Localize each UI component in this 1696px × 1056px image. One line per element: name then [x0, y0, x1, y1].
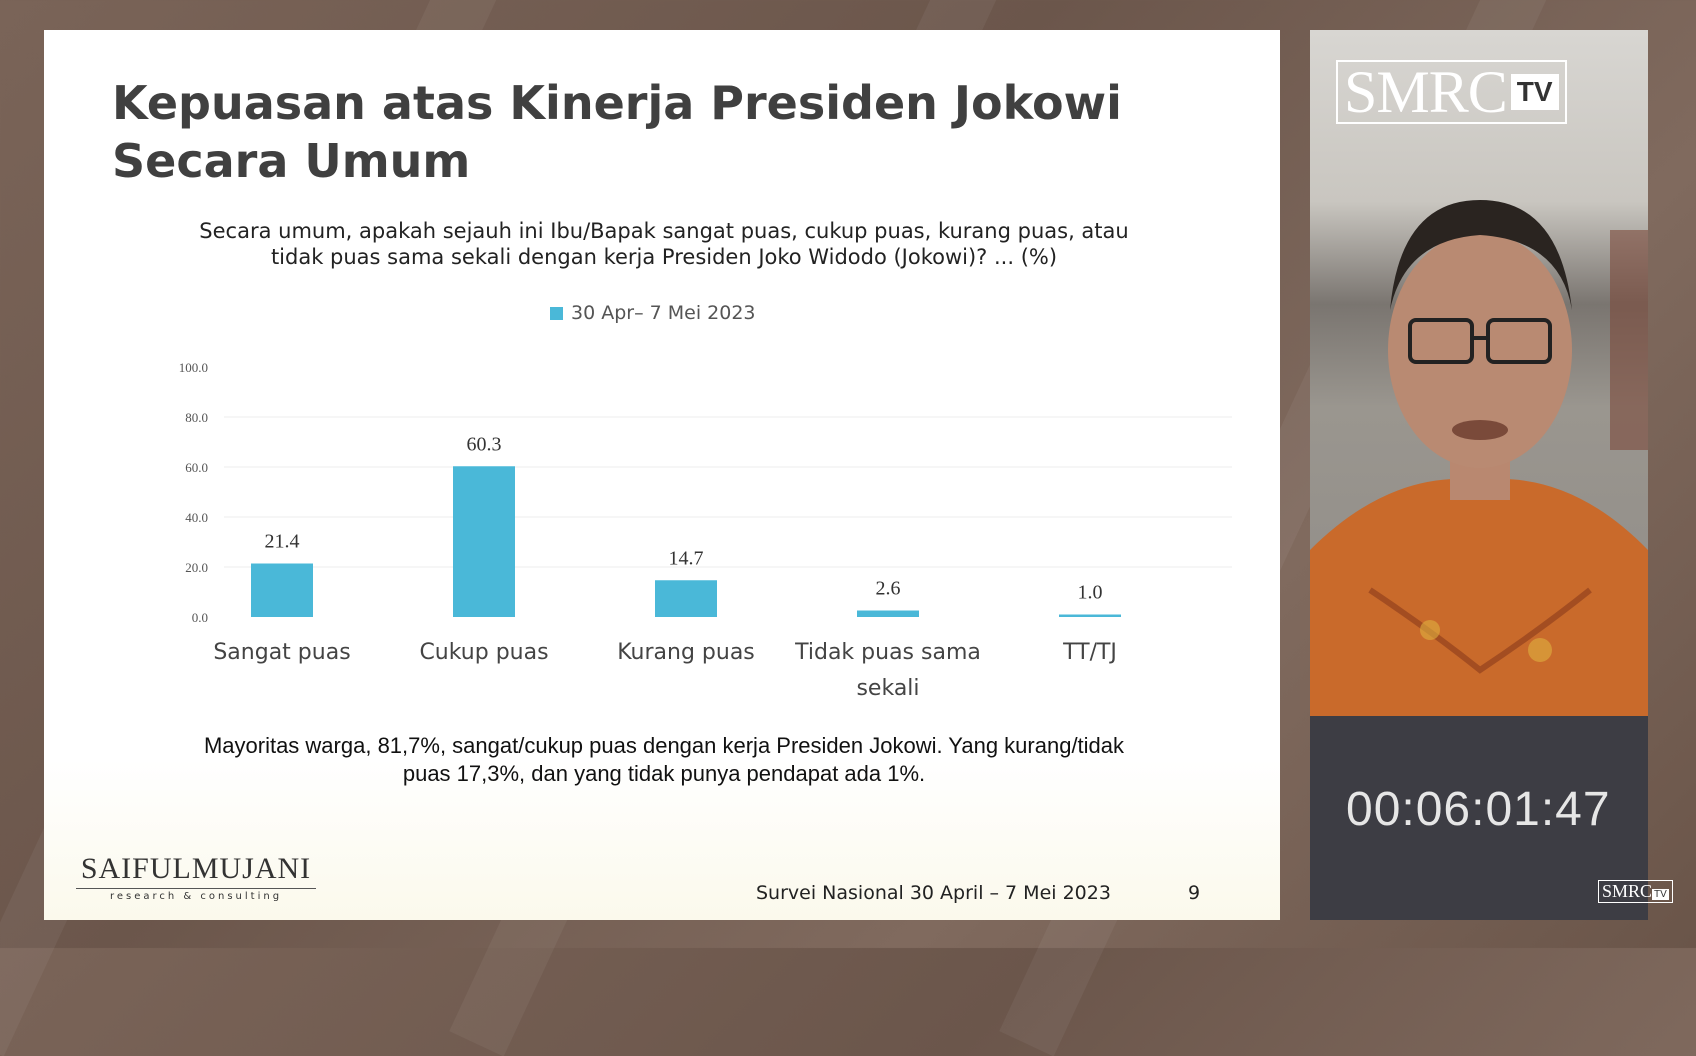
y-tick-label: 40.0: [185, 510, 208, 525]
data-label: 21.4: [264, 530, 300, 553]
data-label: 14.7: [668, 547, 704, 570]
bar: [655, 580, 717, 617]
question-line: tidak puas sama sekali dengan kerja Presiden Joko Widodo (Jokowi)? ... (%): [270, 245, 1058, 269]
x-category-label: sekali: [856, 676, 920, 701]
bar: [857, 611, 919, 618]
chart-gridlines: [224, 417, 1232, 570]
conclusion-line: Mayoritas warga, 81,7%, sangat/cukup puas dengan kerja Presiden Jokowi. Yang kurang/tidak: [203, 733, 1125, 758]
conclusion-line: puas 17,3%, dan yang tidak punya pendapat ada 1%.: [402, 761, 926, 786]
tv-logo-box: TV: [1511, 74, 1559, 110]
bar-chart: [44, 350, 1280, 710]
presentation-slide: [44, 30, 1280, 920]
x-category-label: TT/TJ: [1063, 640, 1117, 665]
video-timecode: 00:06:01:47: [1346, 783, 1611, 836]
chart-legend: [550, 302, 756, 324]
smrc-logo-text: SMRC: [1344, 59, 1507, 125]
legend-swatch: [550, 307, 563, 320]
logo-subtitle: research & consulting: [109, 891, 283, 902]
slide-title-line: Kepuasan atas Kinerja Presiden Jokowi: [112, 76, 1122, 130]
watermark-tv-box: TV: [1654, 889, 1667, 900]
smrc-tv-logo: [1336, 60, 1567, 124]
bar: [1059, 615, 1121, 618]
presenter-video: [1310, 30, 1648, 920]
data-label: 2.6: [875, 577, 901, 600]
slide-title-line: Secara Umum: [112, 134, 471, 188]
y-tick-label: 20.0: [185, 560, 208, 575]
legend-label: 30 Apr– 7 Mei 2023: [571, 302, 756, 324]
slide-title: [112, 74, 1212, 190]
x-category-label: Kurang puas: [617, 640, 755, 665]
page-number: 9: [1188, 882, 1201, 904]
y-tick-label: 100.0: [178, 360, 208, 375]
y-tick-label: 60.0: [185, 460, 208, 475]
data-label: 60.3: [466, 433, 502, 456]
data-label: 1.0: [1077, 581, 1103, 604]
saifulmujani-logo: [76, 852, 316, 902]
question-line: Secara umum, apakah sejauh ini Ibu/Bapak sangat puas, cukup puas, kurang puas, atau: [199, 219, 1129, 243]
logo-divider: [76, 888, 316, 889]
x-category-label: Sangat puas: [213, 640, 351, 665]
data-labels: [265, 433, 1103, 603]
smrc-watermark-logo: [1598, 880, 1673, 903]
y-tick-label: 80.0: [185, 410, 208, 425]
presenter-video-frame: [1310, 30, 1648, 716]
x-category-label: Tidak puas sama: [795, 640, 981, 665]
logo-name: SAIFULMUJANI: [80, 852, 312, 885]
y-tick-label: 0.0: [191, 610, 208, 625]
bar: [453, 466, 515, 617]
presenter-silhouette: [1310, 30, 1648, 716]
y-axis-ticks: [179, 360, 208, 625]
chart-bars: [251, 466, 1121, 617]
watermark-text: SMRC: [1602, 881, 1653, 901]
conclusion-text: [154, 732, 1174, 788]
bar: [251, 564, 313, 618]
survey-question: [144, 218, 1184, 270]
footer-survey-label: Survei Nasional 30 April – 7 Mei 2023: [756, 882, 1111, 904]
x-axis-categories: [213, 640, 1117, 701]
x-category-label: Cukup puas: [419, 640, 549, 665]
